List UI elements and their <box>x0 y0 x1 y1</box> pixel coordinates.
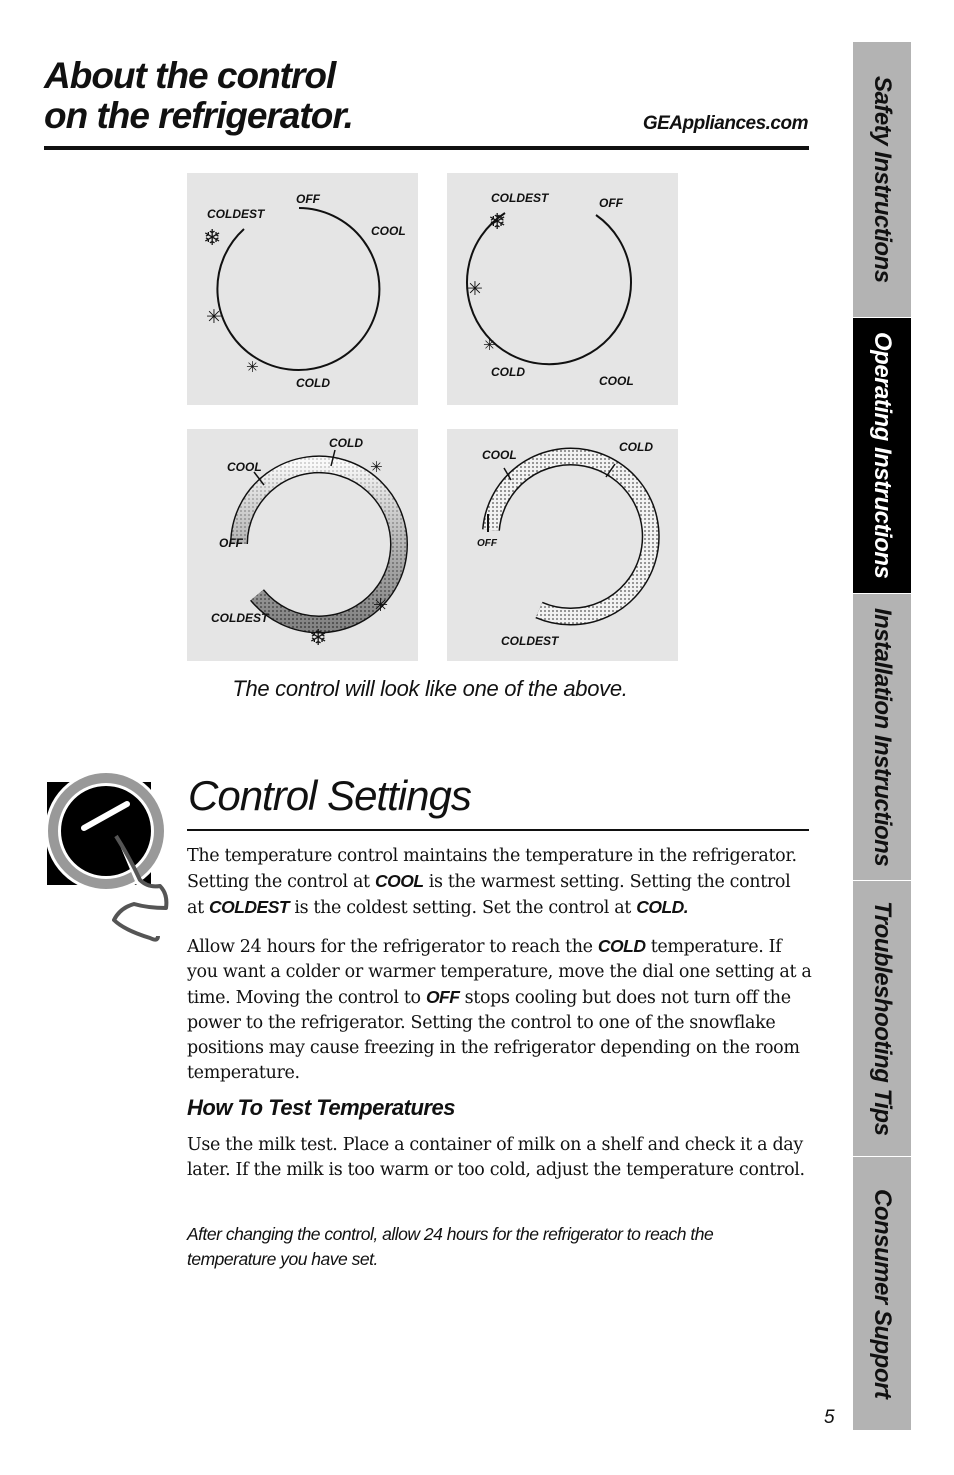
dial-4-cool-label: COOL <box>482 448 517 462</box>
hand-turning-dial-icon <box>40 758 180 944</box>
note-italic: After changing the control, allow 24 hours for the refrigerator to reach the temperature you have set. <box>187 1224 714 1269</box>
dial-diagram-4 <box>447 429 678 661</box>
keyword-off: OFF <box>425 987 460 1007</box>
tab-label: Troubleshooting Tips <box>869 901 896 1136</box>
tab-label: Consumer Support <box>869 1188 896 1399</box>
page-title <box>44 56 353 136</box>
dial-1-cool-label: COOL <box>371 224 406 238</box>
dial-2-off-label: OFF <box>599 196 623 210</box>
keyword-cold: COLD. <box>636 897 689 917</box>
paragraph-milk-test: Use the milk test. Place a container of milk on a shelf and check it a day later. If the milk is too warm or too cold, adjust the temperature control. <box>187 1135 805 1180</box>
paragraph-control-overview <box>187 844 812 921</box>
snowflake-icon: ❄ <box>309 626 328 651</box>
text-run: stops cooling but does not turn off the power to the refrigerator. Setting the control to one of the snowflake positions may cause freezing in the refrigerator depending on the room temperature. <box>187 988 800 1083</box>
dial-3-coldest-label: COLDEST <box>211 611 269 625</box>
snowflake-icon: ✳ <box>206 306 222 328</box>
website-url: GEAppliances.com <box>642 113 808 134</box>
keyword-cold: COLD <box>597 936 646 956</box>
dial-caption: The control will look like one of the above. <box>232 676 628 701</box>
dial-1-cold-label: COLD <box>296 376 330 390</box>
tab-label: Operating Instructions <box>869 332 896 579</box>
snowflake-icon: ✳ <box>483 336 496 354</box>
snowflake-icon: ✳ <box>373 595 389 616</box>
snowflake-icon: ✳ <box>467 278 483 300</box>
dial-3-off-label: OFF <box>219 536 243 550</box>
text-run: is the coldest setting. Set the control at <box>289 898 637 918</box>
dial-diagram-3 <box>187 429 418 661</box>
dial-diagram-2 <box>447 173 678 405</box>
tab-consumer-support[interactable] <box>853 1157 911 1431</box>
dial-1-coldest-label: COLDEST <box>207 207 265 221</box>
dial-4-coldest-label: COLDEST <box>501 634 559 648</box>
text-run: temperature. If you want a colder or warmer temperature, move the dial one setting at a time. Moving the control to <box>187 937 812 1008</box>
page-title-line1: About the control <box>44 55 336 96</box>
snowflake-icon: ❄ <box>203 226 222 251</box>
tab-installation-instructions[interactable] <box>853 594 911 881</box>
page-title-line2: on the refrigerator. <box>44 95 353 136</box>
tab-label: Safety Instructions <box>869 76 896 283</box>
snowflake-icon: ✳ <box>370 458 383 476</box>
dial-3-cool-label: COOL <box>227 460 262 474</box>
keyword-coldest: COLDEST <box>208 897 290 917</box>
page-number: 5 <box>824 1407 835 1428</box>
side-navigation-tabs <box>853 42 911 1431</box>
dial-3-cold-label: COLD <box>329 436 363 450</box>
text-run: is the warmest setting. Setting the control at <box>187 872 791 918</box>
keyword-cool: COOL <box>374 871 424 891</box>
subheading-test-temperatures: How To Test Temperatures <box>187 1095 455 1120</box>
section-title: Control Settings <box>188 772 471 819</box>
dial-4-cold-label: COLD <box>619 440 653 454</box>
dial-4-off-label: OFF <box>477 538 497 549</box>
dial-2-cool-label: COOL <box>599 374 634 388</box>
snowflake-icon: ❄ <box>488 210 507 235</box>
dial-2-coldest-label: COLDEST <box>491 191 549 205</box>
text-run: Allow 24 hours for the refrigerator to reach the <box>187 937 598 957</box>
tab-troubleshooting-tips[interactable] <box>853 881 911 1157</box>
dial-2-cold-label: COLD <box>491 365 525 379</box>
dial-diagram-1 <box>187 173 418 405</box>
title-divider <box>44 146 809 150</box>
snowflake-icon: ✳ <box>246 358 259 376</box>
text-run: The temperature control maintains the temperature in the refrigerator. Setting the control at <box>187 846 797 892</box>
dial-1-off-label: OFF <box>296 192 320 206</box>
tab-safety-instructions[interactable] <box>853 42 911 318</box>
tab-operating-instructions[interactable] <box>853 318 911 594</box>
section-divider <box>187 829 809 831</box>
paragraph-adjusting <box>187 934 812 1086</box>
tab-label: Installation Instructions <box>869 607 896 867</box>
